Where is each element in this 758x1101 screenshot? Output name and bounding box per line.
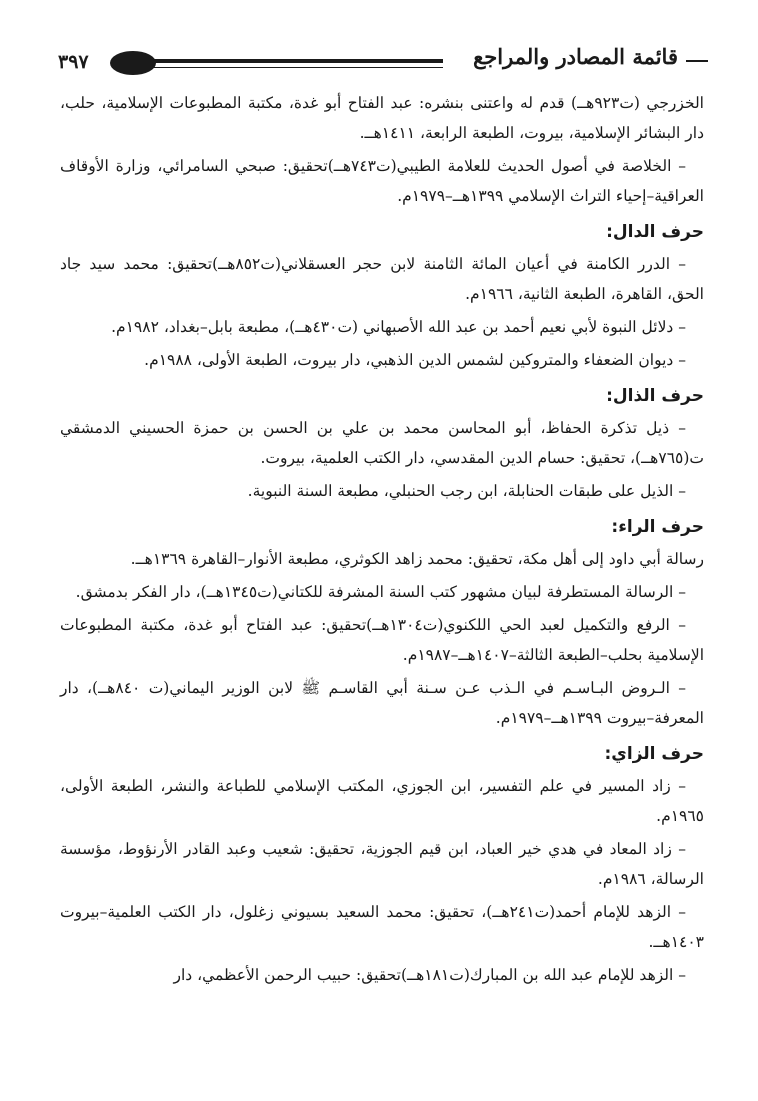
bibliography-entry: – ديوان الضعفاء والمتروكين لشمس الدين الذهبي، دار بيروت، الطبعة الأولى، ١٩٨٨م.: [144, 351, 686, 369]
bibliography-entry: – زاد المسير في علم التفسير، ابن الجوزي، المكتب الإسلامي للطباعة والنشر، الطبعة الأولى، ١٩٦٥م.: [60, 777, 704, 825]
bibliography-entry: – الخلاصة في أصول الحديث للعلامة الطيبي(ت٧٤٣هــ)تحقيق: صبحي السامرائي، وزارة الأوقاف العراقية–إحياء التراث الإسلامي ١٣٩٩هــ–١٩٧٩م.: [60, 157, 704, 205]
bibliography-entry: – دلائل النبوة لأبي نعيم أحمد بن عبد الله الأصبهاني (ت٤٣٠هــ)، مطبعة بابل–بغداد، ١٩٨٢م.: [111, 318, 686, 336]
bibliography-entry: – ذيل تذكرة الحفاظ، أبو المحاسن محمد بن علي بن الحسن بن حمزة الحسيني الدمشقي ت(٧٦٥هــ)، تحقيق: حسام الدين المقدسي، دار الكتب العلمية، بيروت.: [60, 419, 704, 467]
bibliography-entry: – الدرر الكامنة في أعيان المائة الثامنة لابن حجر العسقلاني(ت٨٥٢هــ)تحقيق: محمد سيد جاد الحق، القاهرة، الطبعة الثانية، ١٩٦٦م.: [60, 255, 704, 303]
bibliography-entry: – الزهد للإمام أحمد(ت٢٤١هــ)، تحقيق: محمد السعيد بسيوني زغلول، دار الكتب العلمية–بيروت ١٤٠٣هــ.: [60, 903, 704, 951]
section-heading: حرف الراء:: [611, 517, 704, 537]
bibliography-entry: – زاد المعاد في هدي خير العباد، ابن قيم الجوزية، تحقيق: شعيب وعبد القادر الأرنؤوط، مؤسسة الرسالة، ١٩٨٦م.: [60, 840, 704, 888]
bibliography-entry: – الرسالة المستطرفة لبيان مشهور كتب السنة المشرفة للكتاني(ت١٣٤٥هــ)، دار الفكر بدمشق.: [75, 583, 686, 601]
header-rule-thin: [148, 67, 443, 68]
section-heading: حرف الذال:: [606, 386, 704, 406]
bibliography-content: [60, 88, 704, 993]
bibliography-entry: – الذيل على طبقات الحنابلة، ابن رجب الحنبلي، مطبعة السنة النبوية.: [247, 482, 686, 500]
running-title: قائمة المصادر والمراجع: [473, 44, 678, 69]
section-heading: حرف الدال:: [606, 222, 704, 242]
bibliography-entry: – الرفع والتكميل لعبد الحي اللكنوي(ت١٣٠٤هــ)تحقيق: عبد الفتاح أبو غدة، مكتبة المطبوعات الإسلامية بحلب–الطبعة الثالثة–١٤٠٧هــ–١٩٨٧م.: [60, 616, 704, 664]
header-rule: [148, 59, 443, 63]
bibliography-entry: – الزهد للإمام عبد الله بن المبارك(ت١٨١هــ)تحقيق: حبيب الرحمن الأعظمي، دار: [173, 966, 686, 984]
bibliography-entry: الخزرجي (ت٩٢٣هــ) قدم له واعتنى بنشره: عبد الفتاح أبو غدة، مكتبة المطبوعات الإسلامية، حلب، دار البشائر الإسلامية، بيروت، الطبعة الرابعة، ١٤١١هــ.: [60, 94, 704, 142]
page-header: [58, 40, 708, 84]
bibliography-entry: – الـروض البـاسـم في الـذب عـن سـنة أبي القاسـم ﷺ لابن الوزير اليماني(ت ٨٤٠هــ)، دار المعرفة–بيروت ١٣٩٩هــ–١٩٧٩م.: [60, 679, 704, 727]
page-number: ٣٩٧: [58, 51, 89, 73]
header-dash: [686, 60, 708, 62]
page-number-blob: [110, 51, 156, 75]
section-heading: حرف الزاي:: [604, 744, 704, 764]
bibliography-entry: رسالة أبي داود إلى أهل مكة، تحقيق: محمد زاهد الكوثري، مطبعة الأنوار–القاهرة ١٣٦٩هــ.: [130, 550, 704, 568]
page-number-ornament: [58, 46, 156, 80]
